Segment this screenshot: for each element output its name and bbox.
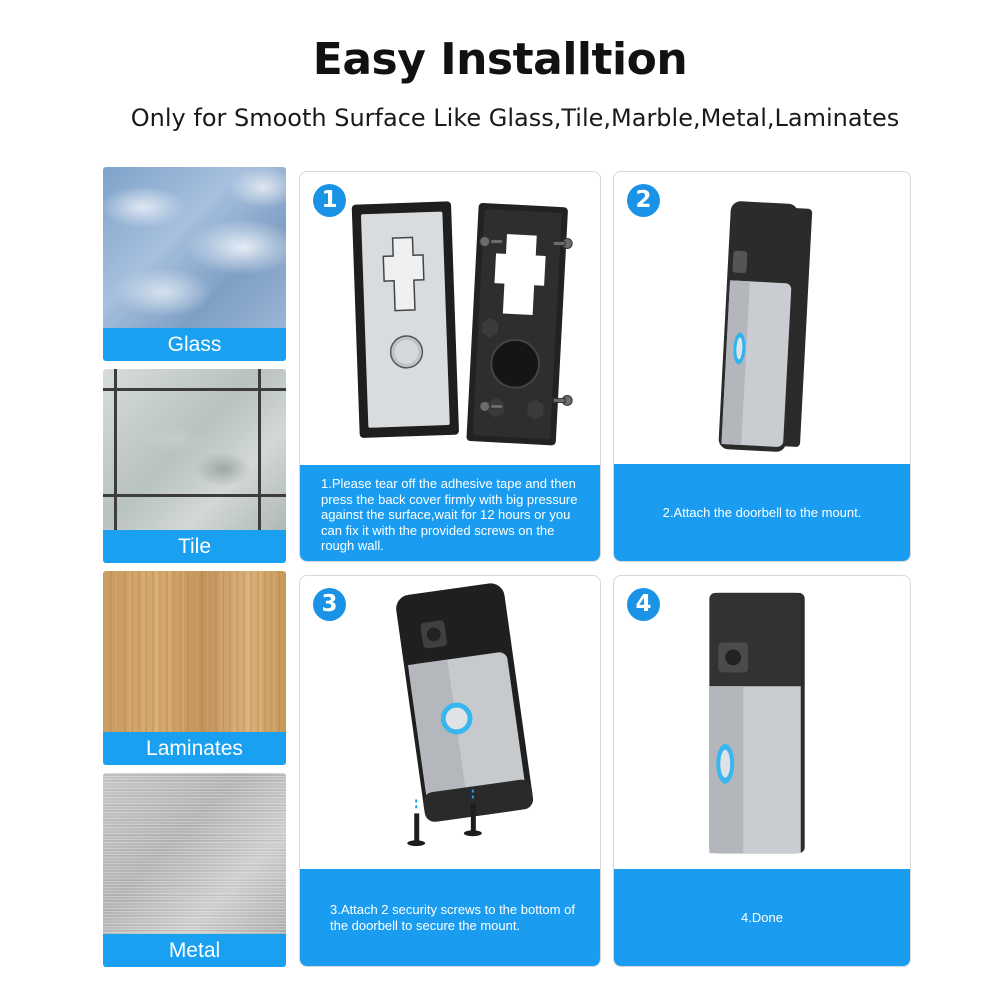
installed-doorbell-image [614, 576, 910, 866]
step-number-badge: 1 [313, 184, 346, 217]
step-caption: 2.Attach the doorbell to the mount. [614, 464, 910, 561]
step-card-3 [299, 575, 601, 967]
step-card-2 [613, 171, 911, 562]
surface-label: Glass [103, 328, 286, 361]
step-number-badge: 2 [627, 184, 660, 217]
step-number-badge: 4 [627, 588, 660, 621]
surface-label: Tile [103, 530, 286, 563]
surface-glass [103, 167, 286, 361]
step-card-4 [613, 575, 911, 967]
mount-plates-image [300, 172, 600, 462]
laminates-texture-image [103, 571, 286, 734]
step-caption: 4.Done [614, 869, 910, 966]
security-screws-image [300, 576, 600, 866]
step-number-badge: 3 [313, 588, 346, 621]
tile-texture-image [103, 369, 286, 532]
step-card-1 [299, 171, 601, 562]
surface-label: Laminates [103, 732, 286, 765]
page-subtitle: Only for Smooth Surface Like Glass,Tile,Marble,Metal,Laminates [130, 104, 900, 132]
step-caption: 3.Attach 2 security screws to the bottom of the doorbell to secure the mount. [300, 869, 600, 966]
glass-texture-image [103, 167, 286, 330]
doorbell-attaching-image [614, 172, 910, 462]
surface-label: Metal [103, 934, 286, 967]
surface-tile [103, 369, 286, 563]
metal-texture-image [103, 773, 286, 936]
step-caption: 1.Please tear off the adhesive tape and then press the back cover firmly with big pressure against the surface,wait for 12 hours or you can fix it with the provided screws on the rough wall. [300, 465, 600, 561]
page-title: Easy Installtion [312, 34, 688, 85]
surface-laminates [103, 571, 286, 765]
surface-metal [103, 773, 286, 967]
